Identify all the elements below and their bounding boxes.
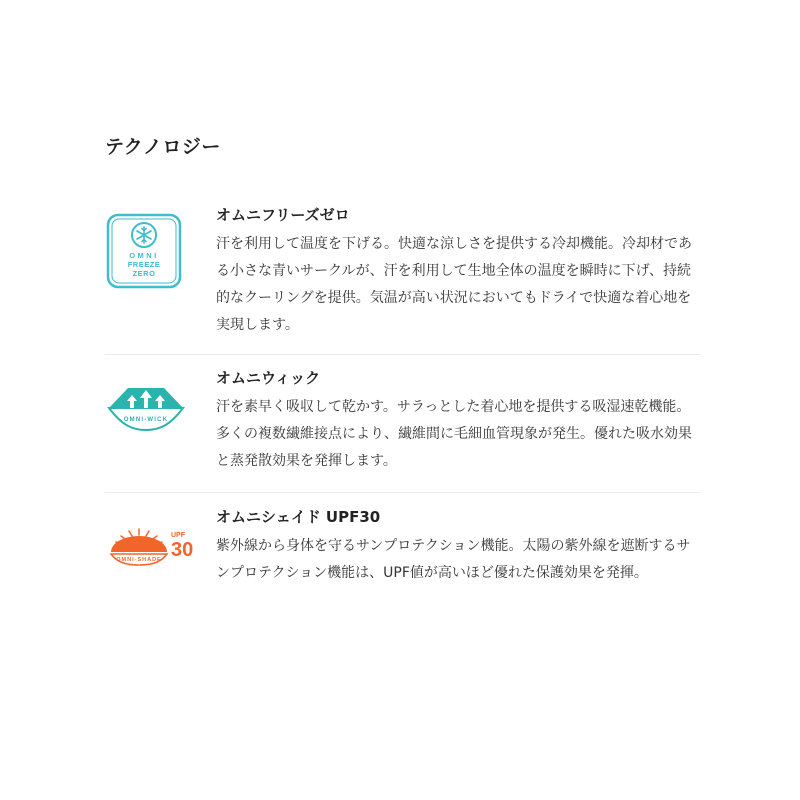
omni-shade-logo [105, 507, 195, 597]
divider [105, 492, 700, 493]
logo-zero-text: ZERO [132, 269, 156, 278]
logo-omni-text: OMNI [129, 251, 159, 260]
tech-item-omni-shade [105, 507, 700, 617]
omni-wick-logo-graphic [105, 368, 195, 458]
tech-item-description: 汗を利用して温度を下げる。快適な涼しさを提供する冷却機能。冷却材である小さな青いサークルが、汗を利用して生地全体の温度を瞬時に下げ、持続的なクーリングを提供。気温が高い状況においてもドライで快適な着心地を実現します。 [216, 236, 692, 333]
tech-item-description: 紫外線から身体を守るサンプロテクション機能。太陽の紫外線を遮断するサンプロテクション機能は、UPF値が高いほど優れた保護効果を発揮。 [216, 538, 691, 581]
tech-item-name: オムニシェイド UPF30 [216, 508, 381, 526]
logo-upf-value: 30 [171, 539, 194, 561]
divider [105, 354, 700, 355]
logo-omni-shade-text: OMNI-SHADE [116, 557, 162, 563]
tech-item-content [216, 205, 700, 339]
omni-shade-logo-graphic [105, 507, 197, 597]
logo-upf-text: UPF [171, 532, 185, 539]
tech-item-content [216, 507, 700, 587]
tech-item-description: 汗を素早く吸収して乾かす。サラっとした着心地を提供する吸湿速乾機能。多くの複数繊維接点により、繊維間に毛細血管現象が発生。優れた吸水効果と蒸発散効果を発揮します。 [216, 399, 692, 469]
tech-item-name: オムニフリーズゼロ [216, 206, 350, 224]
tech-item-omni-wick [105, 368, 700, 478]
tech-item-name: オムニウィック [216, 369, 321, 387]
tech-item-content [216, 368, 700, 475]
omni-freeze-zero-logo-graphic [105, 205, 195, 295]
logo-freeze-text: FREEZE [127, 260, 161, 269]
tech-item-omni-freeze-zero [105, 205, 700, 345]
section-title: テクノロジー [105, 136, 221, 158]
logo-omni-wick-text: OMNI-WICK [123, 417, 169, 423]
omni-wick-logo [105, 368, 195, 458]
omni-freeze-zero-logo [105, 205, 195, 295]
